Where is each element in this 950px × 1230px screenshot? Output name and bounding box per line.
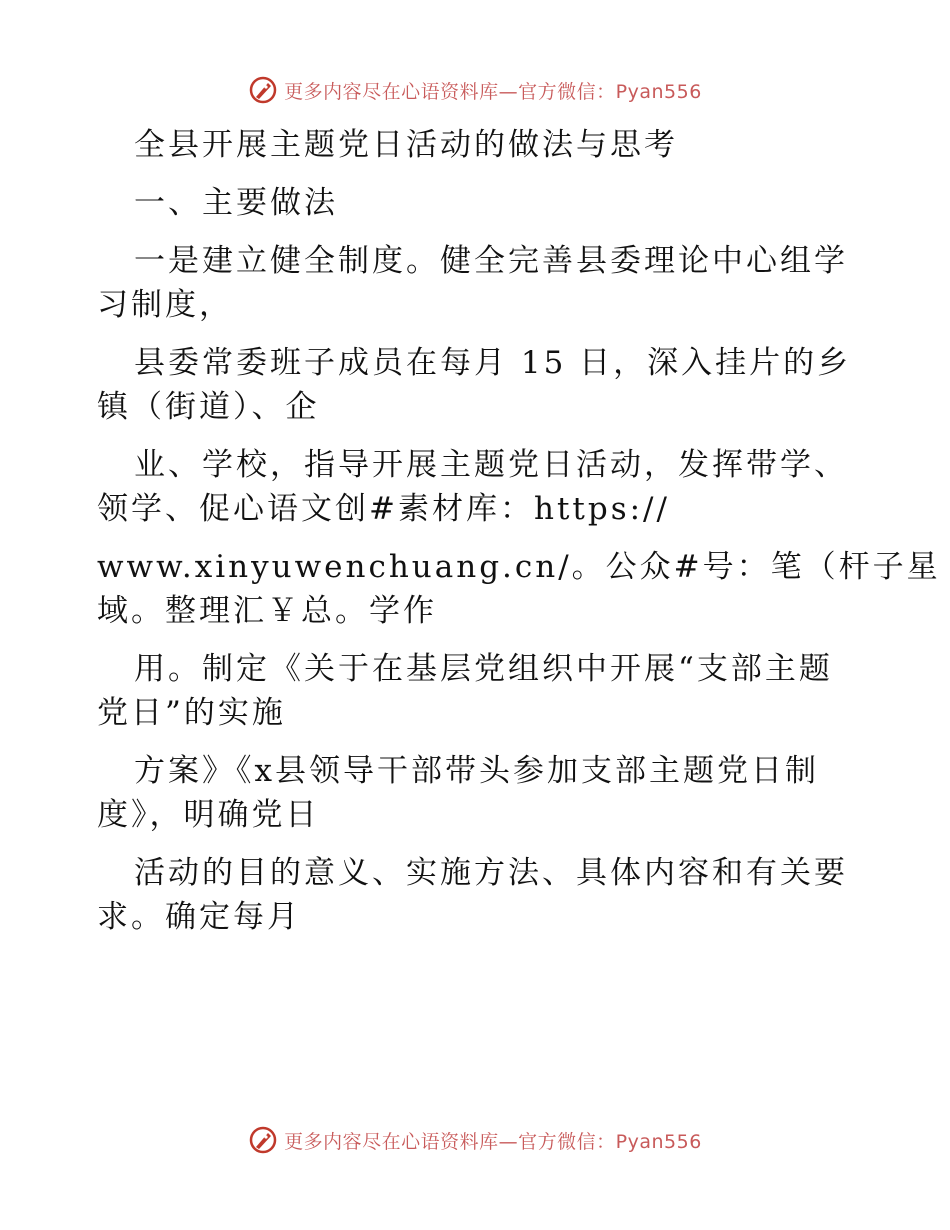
header-watermark (0, 72, 950, 108)
document-title: 全县开展主题党日活动的做法与思考 (134, 127, 678, 163)
watermark-text: 更多内容尽在心语资料库—官方微信：Pyan556 (284, 1130, 702, 1153)
paragraph-line: 活动的目的意义、实施方法、具体内容和有关要 (134, 855, 848, 891)
paragraph-line: 求。确定每月 (97, 899, 301, 935)
footer-watermark (0, 1122, 950, 1158)
paragraph-line: 一是建立健全制度。健全完善县委理论中心组学 (134, 243, 848, 279)
document-body (97, 123, 941, 939)
pen-nib-logo-icon (248, 1125, 278, 1155)
paragraph-line: www.xinyuwenchuang.cn/。公众#号：笔（杆子星 (97, 549, 941, 585)
paragraph-line: 域。整理汇￥总。学作 (97, 593, 437, 629)
paragraph-line: 习制度， (97, 287, 233, 323)
paragraph-line: 镇（街道）、企 (97, 389, 320, 425)
paragraph-line: 度》，明确党日 (97, 797, 320, 833)
paragraph-line: 党日”的实施 (97, 695, 286, 731)
watermark-text: 更多内容尽在心语资料库—官方微信：Pyan556 (284, 80, 702, 103)
paragraph-line: 业、学校，指导开展主题党日活动，发挥带学、 (134, 447, 848, 483)
section-heading: 一、主要做法 (134, 185, 338, 221)
paragraph-line: 领学、促心语文创#素材库：https:// (97, 491, 670, 527)
paragraph-line: 县委常委班子成员在每月 15 日，深入挂片的乡 (134, 345, 852, 381)
paragraph-line: 方案》《x县领导干部带头参加支部主题党日制 (134, 753, 819, 789)
paragraph-line: 用。制定《关于在基层党组织中开展“支部主题 (134, 651, 833, 687)
pen-nib-logo-icon (248, 75, 278, 105)
